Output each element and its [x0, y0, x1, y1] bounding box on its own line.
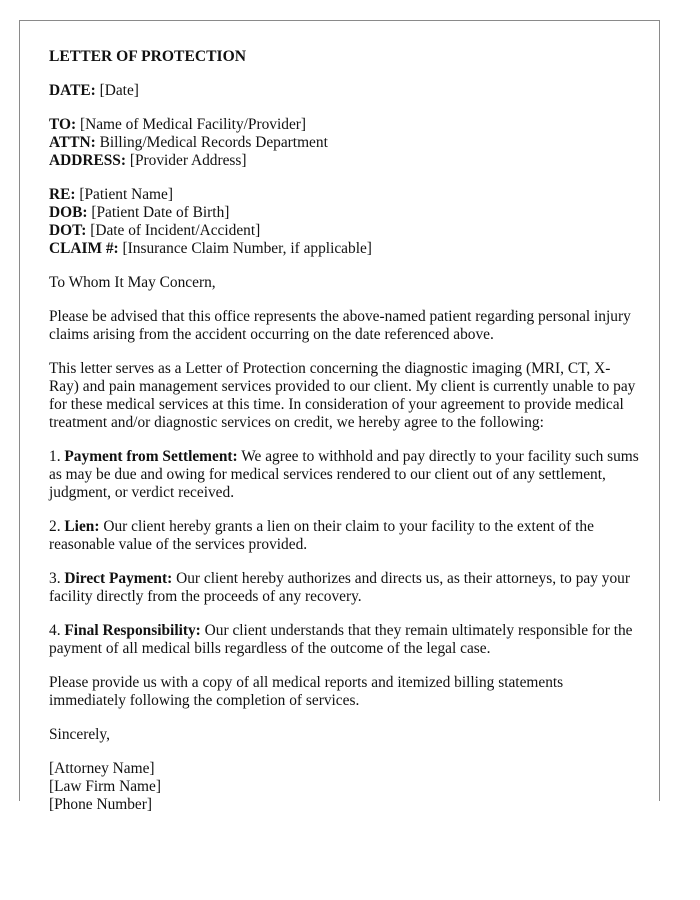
- term-text: We agree to withhold and pay directly to your facility such sums as may be due and owing for medical services rendered to our client out of any settlement, judgment, or verdict received.: [49, 448, 639, 501]
- term-text: Our client understands that they remain ultimately responsible for the payment of all medical bills regardless of the outcome of the legal case.: [49, 622, 633, 657]
- dot-value: [Date of Incident/Accident]: [90, 222, 261, 239]
- date-block: [49, 82, 639, 100]
- dob-line: [49, 204, 639, 222]
- dot-line: [49, 222, 639, 240]
- term-text: Our client hereby grants a lien on their claim to your facility to the extent of the reasonable value of the services provided.: [49, 518, 594, 553]
- re-value: [Patient Name]: [79, 186, 173, 203]
- attn-value: Billing/Medical Records Department: [99, 134, 328, 151]
- to-value: [Name of Medical Facility/Provider]: [79, 116, 307, 133]
- letter-title: LETTER OF PROTECTION: [49, 48, 246, 65]
- date-line: [49, 82, 639, 100]
- term-number: 1.: [49, 448, 61, 465]
- signature-name: [Attorney Name]: [49, 760, 155, 777]
- salutation: To Whom It May Concern,: [49, 274, 216, 291]
- term-item: [49, 622, 639, 658]
- claim-value: [Insurance Claim Number, if applicable]: [122, 240, 372, 257]
- recipient-block: [49, 116, 639, 170]
- address-line: [49, 152, 639, 170]
- term-number: 3.: [49, 570, 61, 587]
- claim-label: CLAIM #:: [49, 240, 119, 257]
- address-label: ADDRESS:: [49, 152, 126, 169]
- term-title: Final Responsibility:: [64, 622, 201, 639]
- claim-line: [49, 240, 639, 258]
- signature-phone: [Phone Number]: [49, 796, 153, 813]
- address-value: [Provider Address]: [129, 152, 247, 169]
- to-line: [49, 116, 639, 134]
- reference-block: [49, 186, 639, 258]
- dob-label: DOB:: [49, 204, 88, 221]
- date-value: [Date]: [99, 82, 139, 99]
- signature-block: [49, 760, 639, 814]
- term-number: 2.: [49, 518, 61, 535]
- term-title: Direct Payment:: [64, 570, 173, 587]
- paragraph-request: Please provide us with a copy of all medical reports and itemized billing statements immediately following the completion of services.: [49, 674, 564, 709]
- term-item: [49, 448, 639, 502]
- paragraph-representation: Please be advised that this office represents the above-named patient regarding personal injury claims arising from the accident occurring on the date referenced above.: [49, 308, 631, 343]
- re-label: RE:: [49, 186, 76, 203]
- attn-label: ATTN:: [49, 134, 96, 151]
- re-line: [49, 186, 639, 204]
- letter-page: [19, 20, 660, 813]
- closing: Sincerely,: [49, 726, 110, 743]
- term-title: Lien:: [64, 518, 100, 535]
- attn-line: [49, 134, 639, 152]
- letter-body: [49, 48, 639, 830]
- date-label: DATE:: [49, 82, 96, 99]
- to-label: TO:: [49, 116, 77, 133]
- term-item: [49, 570, 639, 606]
- dot-label: DOT:: [49, 222, 87, 239]
- paragraph-purpose: This letter serves as a Letter of Protection concerning the diagnostic imaging (MRI, CT, X-Ray) and pain management services provided to our client. My client is currently unable to pay for these medical services at this time. In consideration of your agreement to provide medical treatment and/or diagnostic services on credit, we hereby agree to the following:: [49, 360, 636, 431]
- dob-value: [Patient Date of Birth]: [91, 204, 230, 221]
- term-text: Our client hereby authorizes and directs us, as their attorneys, to pay your facility directly from the proceeds of any recovery.: [49, 570, 630, 605]
- term-number: 4.: [49, 622, 61, 639]
- signature-firm: [Law Firm Name]: [49, 778, 161, 795]
- term-title: Payment from Settlement:: [64, 448, 238, 465]
- term-item: [49, 518, 639, 554]
